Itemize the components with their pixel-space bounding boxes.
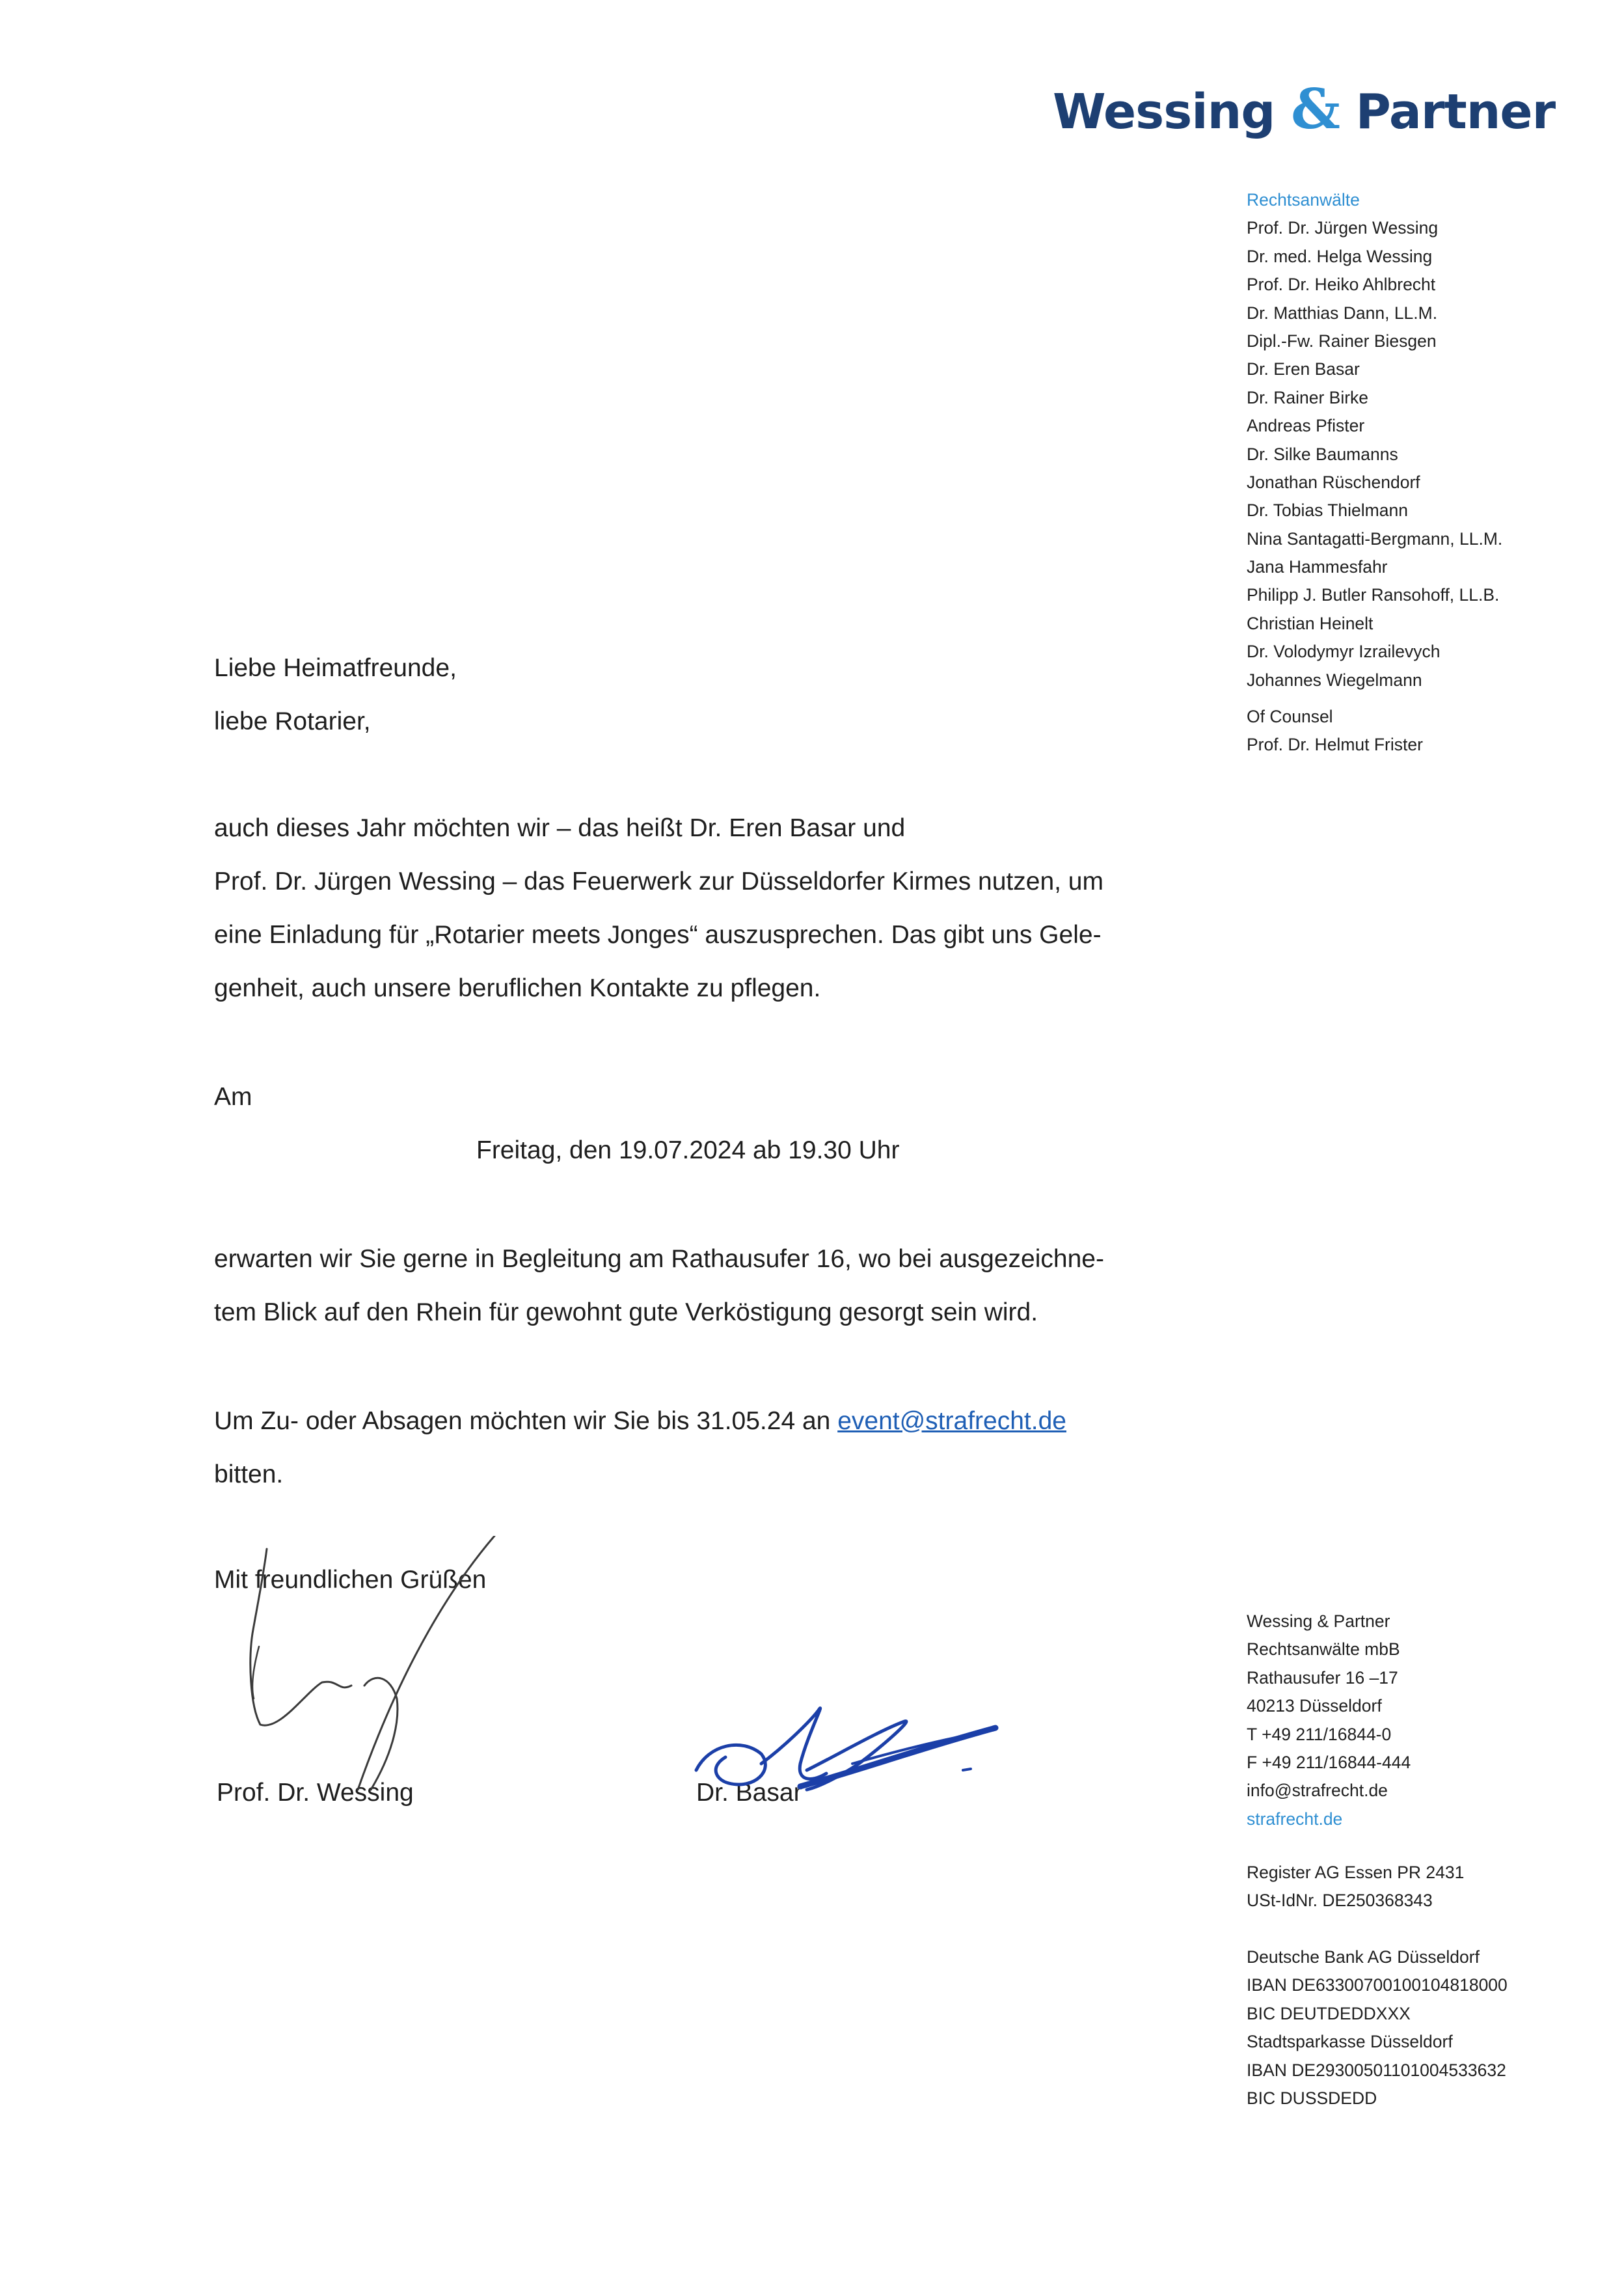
contact-block [1247,1607,1585,1833]
contact-line: Wessing & Partner [1247,1611,1390,1631]
partner-name: Prof. Dr. Jürgen Wessing [1247,218,1439,238]
rsvp-paragraph [214,1395,1066,1501]
bank-line: BIC DEUTDEDDXXX [1247,2003,1411,2023]
body-line: erwarten wir Sie gerne in Begleitung am Rathausufer 16, wo bei ausgezeichne- [214,1245,1104,1273]
partner-name: Dr. Matthias Dann, LL.M. [1247,303,1438,323]
logo-text-partner: Partner [1355,84,1556,140]
bank-line: IBAN DE63300700100104818000 [1247,1975,1508,1995]
bank-details [1247,1943,1585,2113]
bank-line: BIC DUSSDEDD [1247,2088,1377,2108]
signature-basar-image [690,1692,1002,1809]
contact-email: info@strafrecht.de [1247,1781,1388,1801]
partner-name: Dr. med. Helga Wessing [1247,246,1433,266]
partner-name: Dr. Tobias Thielmann [1247,500,1408,521]
body-line: eine Einladung für „Rotarier meets Jonges“ auszusprechen. Das gibt uns Gele- [214,921,1102,949]
partner-name: Dr. Volodymyr Izrailevych [1247,642,1441,662]
partner-name: Dr. Eren Basar [1247,359,1360,379]
partner-name: Prof. Dr. Heiko Ahlbrecht [1247,275,1436,295]
phone-number: T +49 211/16844-0 [1247,1724,1392,1744]
body-paragraph-1 [214,802,1103,1015]
rsvp-email-link[interactable]: event@strafrecht.de [837,1407,1066,1435]
partner-name: Dipl.-Fw. Rainer Biesgen [1247,331,1437,351]
partner-name: Nina Santagatti-Bergmann, LL.M. [1247,528,1503,549]
bank-line: Stadtsparkasse Düsseldorf [1247,2032,1453,2052]
partner-name: Dr. Silke Baumanns [1247,444,1398,464]
body-line: genheit, auch unsere beruflichen Kontakte zu pflegen. [214,974,821,1002]
event-date: Freitag, den 19.07.2024 ab 19.30 Uhr [476,1136,900,1164]
salutation-line: liebe Rotarier, [214,707,371,735]
partner-name: Christian Heinelt [1247,613,1374,633]
company-logo [1053,77,1556,148]
counsel-heading: Of Counsel [1247,707,1333,726]
partner-name: Jonathan Rüschendorf [1247,472,1420,492]
signatory-wessing: Prof. Dr. Wessing [217,1779,414,1807]
website-link[interactable]: strafrecht.de [1247,1809,1343,1829]
partner-name: Philipp J. Butler Ransohoff, LL.B. [1247,585,1500,605]
signatory-basar: Dr. Basar [696,1779,802,1807]
closing: Mit freundlichen Grüßen [214,1566,487,1594]
body-line: auch dieses Jahr möchten wir – das heißt Dr. Eren Basar und [214,814,906,842]
logo-ampersand: & [1291,77,1340,141]
rsvp-text: Um Zu- oder Absagen möchten wir Sie bis 31.05.24 an [214,1407,838,1435]
partner-list [1247,186,1585,694]
register-block [1247,1859,1585,1915]
body-line: Prof. Dr. Jürgen Wessing – das Feuerwerk zur Düsseldorfer Kirmes nutzen, um [214,868,1103,896]
signature-wessing-image [234,1536,508,1796]
contact-line: Rechtsanwälte mbB [1247,1639,1400,1660]
contact-line: 40213 Düsseldorf [1247,1696,1382,1716]
partners-heading: Rechtsanwälte [1247,190,1360,210]
bank-line: Deutsche Bank AG Düsseldorf [1247,1947,1480,1967]
register-line: Register AG Essen PR 2431 [1247,1863,1465,1882]
salutation-line: Liebe Heimatfreunde, [214,654,457,682]
bank-line: IBAN DE29300501101004533632 [1247,2060,1506,2080]
partner-name: Johannes Wiegelmann [1247,670,1422,690]
logo-text-wessing: Wessing [1053,84,1275,140]
date-intro: Am [214,1083,252,1111]
fax-number: F +49 211/16844-444 [1247,1752,1411,1772]
body-paragraph-2 [214,1233,1104,1339]
partner-name: Andreas Pfister [1247,416,1365,436]
contact-line: Rathausufer 16 –17 [1247,1667,1398,1688]
rsvp-line [214,1395,1066,1448]
counsel-name: Prof. Dr. Helmut Frister [1247,735,1423,755]
vat-id-line: USt-IdNr. DE250368343 [1247,1891,1433,1911]
of-counsel-list [1247,703,1585,759]
body-line: tem Blick auf den Rhein für gewohnt gute Verköstigung gesorgt sein wird. [214,1298,1038,1326]
rsvp-suffix: bitten. [214,1460,284,1488]
partner-name: Jana Hammesfahr [1247,557,1388,577]
partner-name: Dr. Rainer Birke [1247,387,1369,407]
salutation [214,642,457,748]
